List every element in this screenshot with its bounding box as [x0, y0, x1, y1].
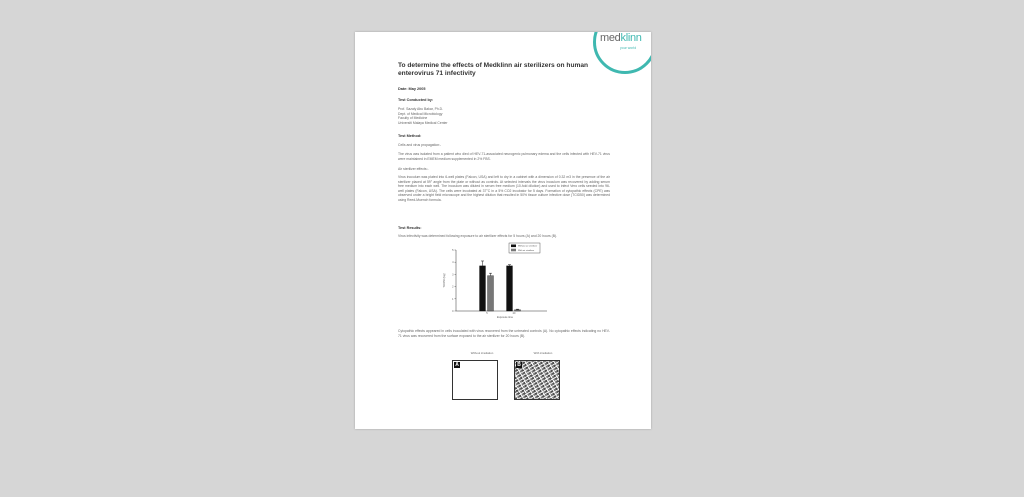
method-heading: Test Method: — [398, 134, 422, 138]
medklinn-logo — [593, 32, 651, 74]
image-b-tag: B — [517, 362, 521, 368]
y-tick-label: 2 — [452, 285, 454, 289]
y-tick-label: 4 — [452, 261, 454, 265]
legend-label: Without air sterilizer — [518, 245, 538, 248]
conducted-heading: Test Conducted by: — [398, 98, 434, 102]
author-line: Prof. Sazaly Abu Bakar, Ph.D. — [398, 107, 444, 111]
x-tick-label: 5 — [486, 312, 488, 315]
bar-chart — [435, 242, 555, 324]
y-tick-label: 5 — [452, 249, 454, 252]
date: Date: May 2005 — [398, 87, 426, 91]
image-a-title: Without irradiation — [470, 351, 494, 355]
document-page — [355, 32, 651, 429]
bar — [507, 266, 513, 311]
y-axis-label: TCID50 (log) — [443, 273, 446, 288]
x-axis-label: Exposure time — [497, 316, 513, 319]
micrograph-a — [452, 360, 498, 400]
method-sub2: Air sterilizer effects:- — [398, 167, 429, 171]
results-intro: Virus infectivity was determined following exposure to air sterilizer effects for 5 hours (A) and 20 hours (B). — [398, 234, 558, 238]
micrograph-b — [514, 360, 560, 400]
bar — [480, 266, 486, 311]
legend-swatch — [511, 249, 516, 252]
image-a-tag: A — [455, 362, 459, 368]
y-tick-label: 0 — [452, 310, 454, 313]
conducted-names — [398, 107, 610, 125]
image-b-title: With irradiation — [533, 351, 553, 355]
y-tick-label: 1 — [452, 297, 454, 301]
y-tick-label: 3 — [452, 273, 454, 277]
method-para1: The virus was isolated from a patient who died of HEV-71-associated neurogenic pulmonary edema and the cells infected with HEV-71 virus were maintained in EMEM medium supplemented in 2% FBS. — [398, 152, 610, 161]
bar — [515, 310, 521, 311]
logo-text-accent: klinn — [620, 32, 642, 44]
author-line: Faculty of Medicine — [398, 116, 428, 121]
results-caption: Cytopathic effects appeared in cells inoculated with virus recovered from the untreated controls (A). No cytopathic effects indicating no HEV-71 virus was recovered from the surface exposed to the air sterilizer for 20 hours (B). — [398, 329, 610, 338]
method-para2: Virus inoculum was plated into 6-well plates (Falcon, USA) and left to dry in a cabinet with a dimension of 0.32 m3 in the presence of the air sterilizer placed at 59° angle from the plate or without as controls. At selected intervals the virus inoculum was recovered by adding serum free medium into each well. The inoculum was diluted in serum free medium (10-fold dilution) and used to infect Vero cells seeded into 96-well plates (Falcon, USA). The cells were incubated at 37°C in a 5% CO2 incubator for 5 days. Formation of cytopathic effects (CPE) was observed under a bright field microscope and the highest dilution that resulted in 50% tissue culture infective dose (TCID50) was determined using Reed-Muench formula. — [398, 175, 610, 202]
logo-text: med — [600, 32, 621, 44]
logo-tagline: your world — [620, 46, 637, 50]
x-tick-label: 20 — [512, 312, 516, 315]
author-line: Universiti Malaya Medical Center — [398, 120, 448, 125]
bar — [488, 276, 494, 311]
results-heading: Test Results: — [398, 226, 422, 230]
method-sub1: Cells and virus propagation:- — [398, 143, 442, 147]
document-title: To determine the effects of Medklinn air sterilizers on human enterovirus 71 infectivity — [398, 62, 589, 77]
author-line: Dept. of Medical Microbiology — [398, 111, 443, 116]
legend-label: With air sterilizer — [518, 249, 535, 252]
legend-swatch — [511, 245, 516, 248]
